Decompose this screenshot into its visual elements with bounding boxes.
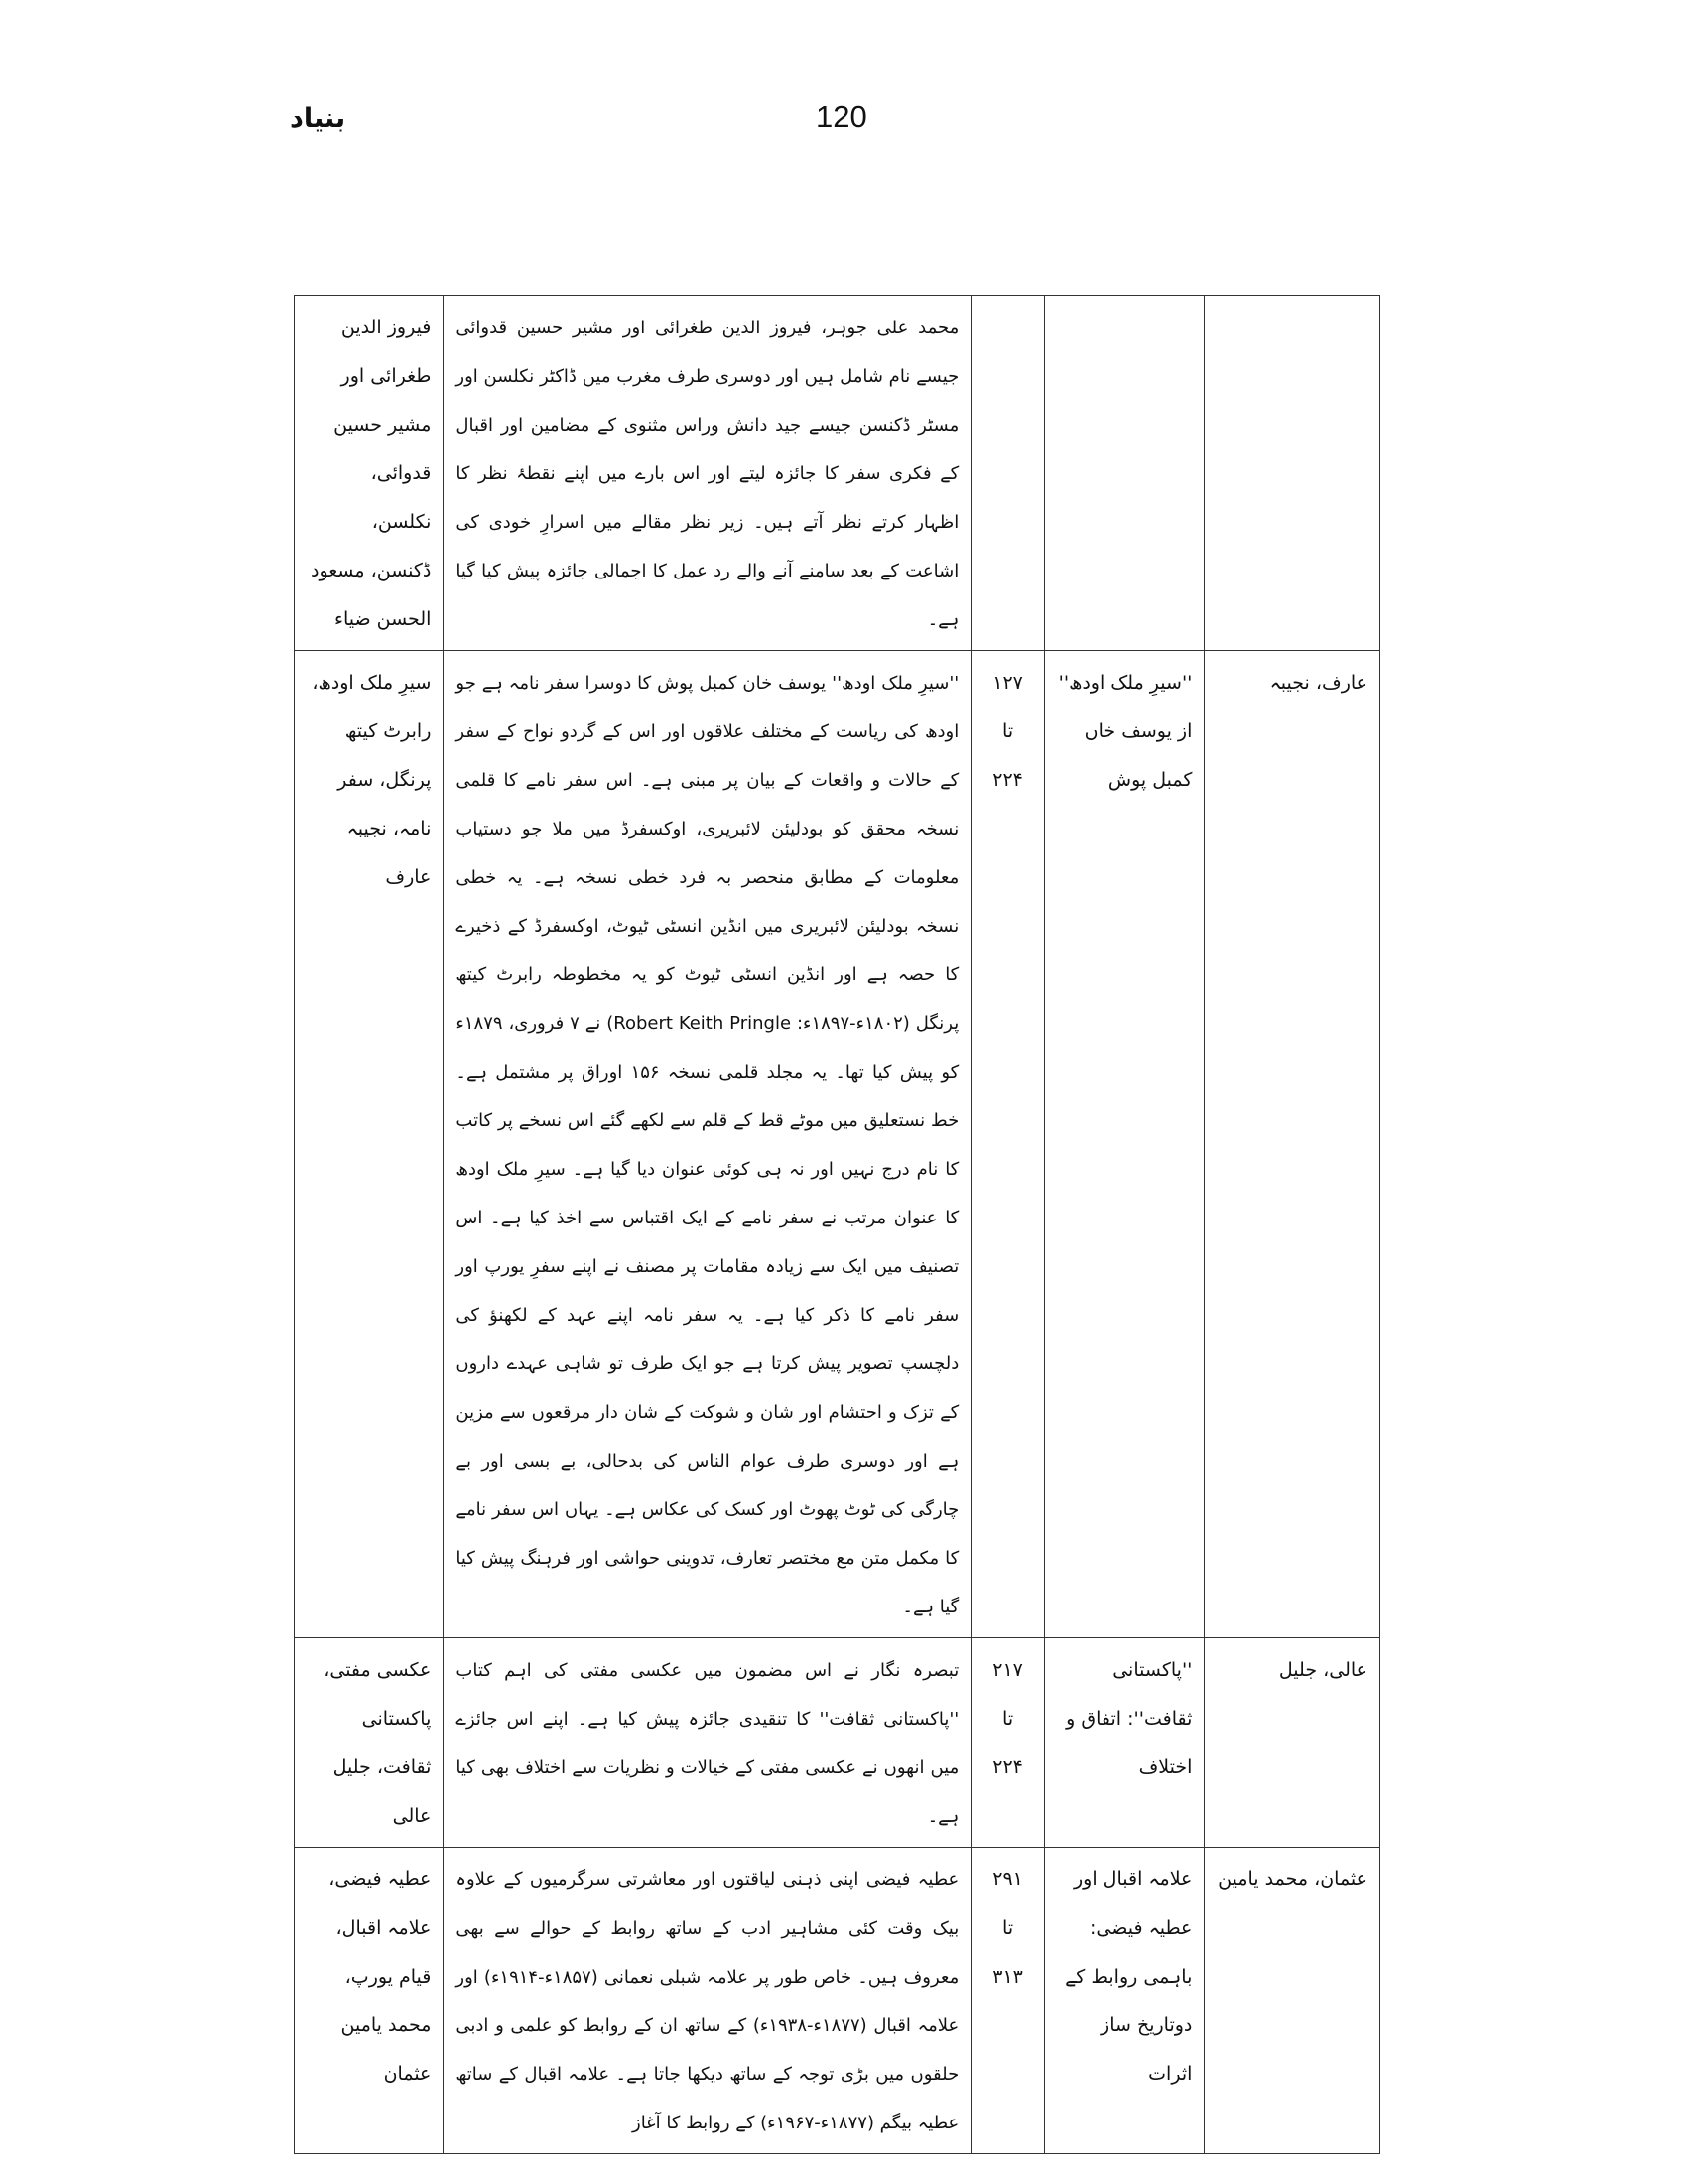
pages-cell [972, 1848, 1045, 2154]
page-number: 120 [816, 99, 867, 134]
pages-cell [972, 296, 1045, 651]
keywords-cell: عکسی مفتی، پاکستانی ثقافت، جلیل عالی [295, 1638, 444, 1848]
page-separator: تا [1002, 1708, 1014, 1730]
pages-cell [972, 1638, 1045, 1848]
page-end: ۳۱۳ [992, 1966, 1023, 1988]
title-cell: ''سیرِ ملک اودھ'' از یوسف خاں کمبل پوش [1044, 651, 1204, 1638]
table-row [295, 651, 1380, 1638]
page-start: ۲۹۱ [992, 1868, 1023, 1890]
page-end: ۲۲۴ [992, 769, 1023, 791]
table-row [295, 1848, 1380, 2154]
title-cell: علامہ اقبال اور عطیہ فیضی: باہمی روابط کے دوتاریخ ساز اثرات [1044, 1848, 1204, 2154]
page-end: ۲۲۴ [992, 1756, 1023, 1778]
summary-cell: عطیہ فیضی اپنی ذہنی لیاقتوں اور معاشرتی سرگرمیوں کے علاوہ بیک وقت کئی مشاہیر ادب کے ساتھ روابط کے حوالے سے بھی معروف ہیں۔ خاص طور پر علامہ شبلی نعمانی (۱۸۵۷ء-۱۹۱۴ء) اور علامہ اقبال (۱۸۷۷ء-۱۹۳۸ء) کے ساتھ ان کے روابط کو علمی و ادبی حلقوں میں بڑی توجہ کے ساتھ دیکھا جاتا ہے۔ علامہ اقبال کے ساتھ عطیہ بیگم (۱۸۷۷ء-۱۹۶۷ء) کے روابط کا آغاز [444, 1848, 972, 2154]
author-cell: عارف، نجیبہ [1205, 651, 1380, 1638]
table-row [295, 1638, 1380, 1848]
pages-cell [972, 651, 1045, 1638]
table-row [295, 296, 1380, 651]
author-cell: عثمان، محمد یامین [1205, 1848, 1380, 2154]
keywords-cell: عطیہ فیضی، علامہ اقبال، قیام یورپ، محمد یامین عثمان [295, 1848, 444, 2154]
author-cell: عالی، جلیل [1205, 1638, 1380, 1848]
page-start: ۲۱۷ [992, 1659, 1023, 1681]
title-cell: ''پاکستانی ثقافت'': اتفاق و اختلاف [1044, 1638, 1204, 1848]
title-cell [1044, 296, 1204, 651]
journal-name: بنیاد [290, 103, 346, 134]
summary-cell: تبصرہ نگار نے اس مضمون میں عکسی مفتی کی اہم کتاب ''پاکستانی ثقافت'' کا تنقیدی جائزہ پیش کیا ہے۔ اپنے اس جائزے میں انھوں نے عکسی مفتی کے خیالات و نظریات سے اختلاف بھی کیا ہے۔ [444, 1638, 972, 1848]
page-separator: تا [1002, 1917, 1014, 1939]
keywords-cell: فیروز الدین طغرائی اور مشیر حسین قدوائی، نکلسن، ڈکنسن، مسعود الحسن ضیاء [295, 296, 444, 651]
page-separator: تا [1002, 720, 1014, 742]
summary-cell: محمد علی جوہر، فیروز الدین طغرائی اور مشیر حسین قدوائی جیسے نام شامل ہیں اور دوسری طرف مغرب میں ڈاکٹر نکلسن اور مسٹر ڈکنسن جیسے جید دانش وراس مثنوی کے مضامین اور اقبال کے فکری سفر کا جائزہ لیتے اور اس بارے میں اپنے نقطۂ نظر کا اظہار کرتے نظر آتے ہیں۔ زیر نظر مقالے میں اسرارِ خودی کی اشاعت کے بعد سامنے آنے والے رد عمل کا اجمالی جائزہ پیش کیا گیا ہے۔ [444, 296, 972, 651]
author-cell [1205, 296, 1380, 651]
article-index-table [294, 295, 1380, 2154]
page-start: ۱۲۷ [992, 672, 1023, 694]
summary-cell: ''سیرِ ملک اودھ'' یوسف خان کمبل پوش کا دوسرا سفر نامہ ہے جو اودھ کی ریاست کے مختلف علاقوں اور اس کے گردو نواح کے سفر کے حالات و واقعات کے بیان پر مبنی ہے۔ اس سفر نامے کا قلمی نسخہ محقق کو بودلیئن لائبریری، اوکسفرڈ میں ملا جو دستیاب معلومات کے مطابق منحصر بہ فرد خطی نسخہ ہے۔ یہ خطی نسخہ بودلیئن لائبریری میں انڈین انسٹی ٹیوٹ، اوکسفرڈ کے ذخیرے کا حصہ ہے اور انڈین انسٹی ٹیوٹ کو یہ مخطوطہ رابرٹ کیتھ پرنگل (۱۸۰۲ء-۱۸۹۷ء: Robert Keith Pringle) نے ۷ فروری، ۱۸۷۹ء کو پیش کیا تھا۔ یہ مجلد قلمی نسخہ ۱۵۶ اوراق پر مشتمل ہے۔ خط نستعلیق میں موٹے قط کے قلم سے لکھے گئے اس نسخے پر کاتب کا نام درج نہیں اور نہ ہی کوئی عنوان دیا گیا ہے۔ سیرِ ملک اودھ کا عنوان مرتب نے سفر نامے کے ایک اقتباس سے اخذ کیا ہے۔ اس تصنیف میں ایک سے زیادہ مقامات پر مصنف نے اپنے سفرِ یورپ اور سفر نامے کا ذکر کیا ہے۔ یہ سفر نامہ اپنے عہد کے لکھنؤ کی دلچسپ تصویر پیش کرتا ہے جو ایک طرف تو شاہی عہدے داروں کے تزک و احتشام اور شان و شوکت کے شان دار مرقعوں سے مزین ہے اور دوسری طرف عوام الناس کی بدحالی، بے بسی اور بے چارگی کی ٹوٹ پھوٹ اور کسک کی عکاس ہے۔ یہاں اس سفر نامے کا مکمل متن مع مختصر تعارف، تدوینی حواشی اور فرہنگ پیش کیا گیا ہے۔ [444, 651, 972, 1638]
keywords-cell: سیرِ ملک اودھ، رابرٹ کیتھ پرنگل، سفر نامہ، نجیبہ عارف [295, 651, 444, 1638]
